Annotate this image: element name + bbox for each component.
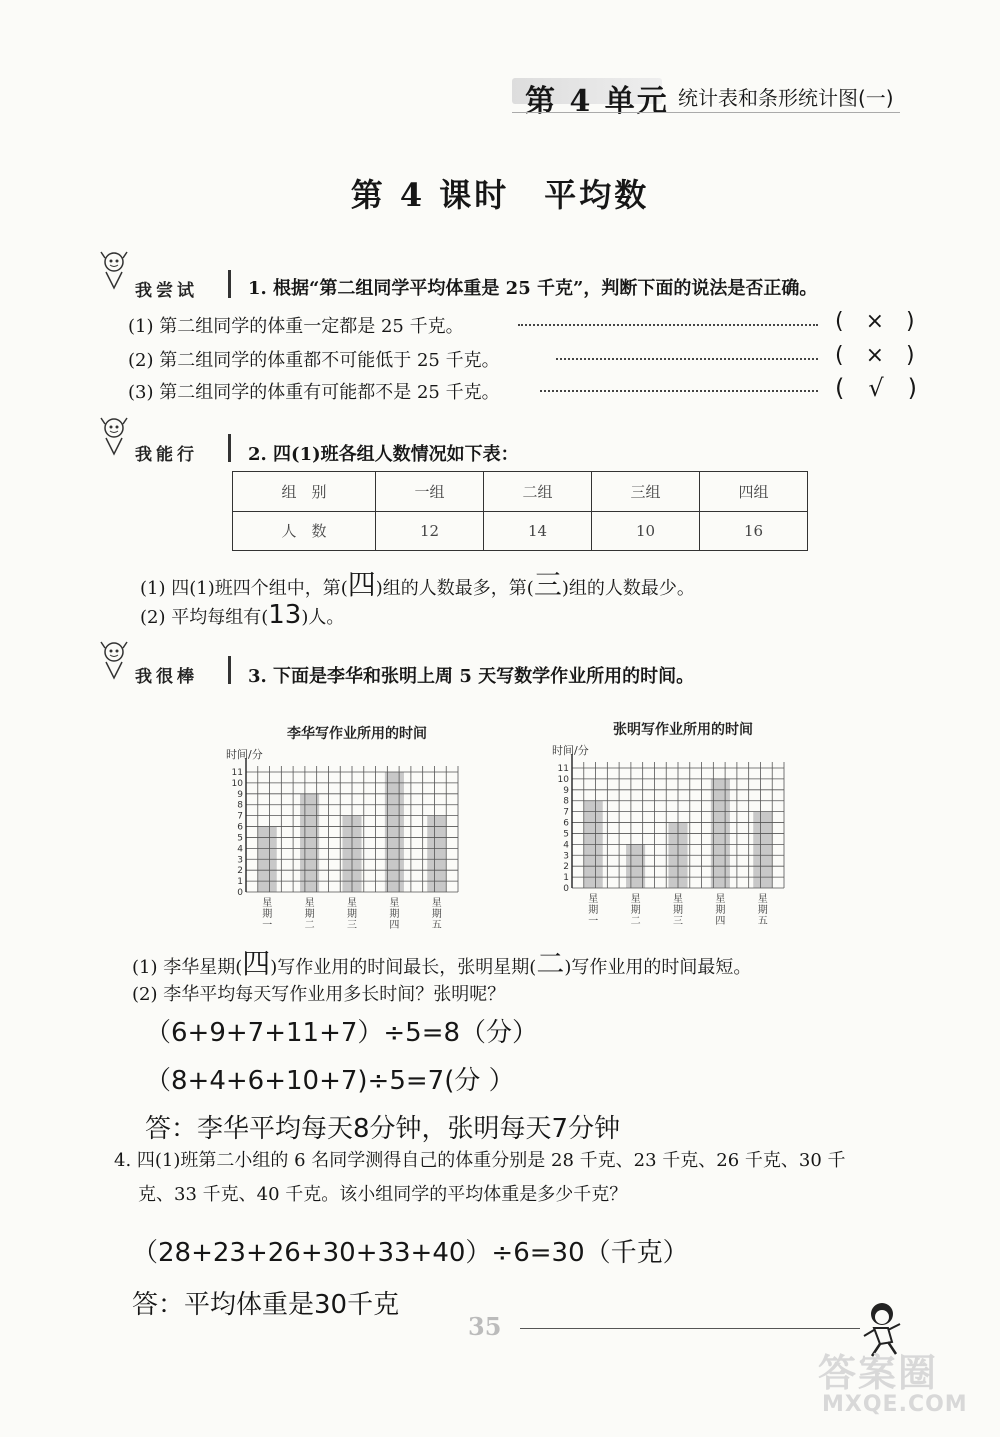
y-tick-label: 1 — [237, 877, 243, 888]
q4-line-2: 克、33 千克、40 千克。该小组同学的平均体重是多少千克？ — [138, 1184, 628, 1205]
badge-can-do: 我能行 — [135, 445, 198, 465]
q2-prompt: 2. 四(1)班各组人数情况如下表： — [248, 444, 519, 465]
text-segment: (2) 平均每组有( — [140, 607, 269, 628]
q1-item-3: (3) 第二组同学的体重有可能都不是 25 千克。 — [128, 382, 500, 403]
chart-zhangming — [548, 716, 798, 928]
q2-sub2 — [140, 600, 344, 630]
q1-prompt: 1. 根据“第二组同学平均体重是 25 千克”，判断下面的说法是否正确。 — [248, 278, 818, 299]
answer-mark: × — [865, 343, 885, 368]
x-tick-label: 期 — [588, 905, 599, 916]
y-tick-label: 7 — [237, 811, 243, 822]
y-tick-label: 4 — [563, 840, 569, 851]
x-tick-label: 四 — [715, 916, 726, 927]
y-tick-label: 8 — [563, 796, 569, 807]
y-axis-label: 时间/分 — [226, 748, 263, 761]
handwritten-answer: 四 — [347, 568, 376, 601]
footer-rule — [520, 1328, 860, 1329]
y-tick-label: 8 — [237, 800, 243, 811]
table-cell: 12 — [376, 511, 484, 551]
q1-answer-1: ( × ) — [835, 309, 915, 334]
x-tick-label: 期 — [673, 905, 683, 916]
y-tick-label: 5 — [237, 833, 243, 844]
leader-dots — [556, 358, 818, 360]
y-tick-label: 11 — [557, 764, 569, 774]
header-rule — [512, 112, 900, 113]
q4-line-1: 4. 四(1)班第二小组的 6 名同学测得自己的体重分别是 28 千克、23 千克、26 千克、30 千 — [114, 1150, 846, 1171]
badge-divider — [228, 434, 231, 462]
q1-answer-2: ( × ) — [835, 343, 915, 368]
x-tick-label: 期 — [304, 909, 315, 920]
y-tick-label: 9 — [237, 789, 243, 800]
chart-lihua — [222, 720, 472, 932]
y-tick-label: 4 — [237, 844, 243, 855]
table-header-label: 组 别 — [233, 472, 376, 512]
x-tick-label: 四 — [389, 920, 400, 931]
text-segment: )人。 — [301, 607, 345, 628]
y-axis-label: 时间/分 — [552, 744, 589, 757]
table-column-header: 二组 — [484, 472, 592, 512]
text-segment: )组的人数最多，第( — [375, 578, 534, 599]
chart-bar — [753, 812, 772, 888]
q3-work-2: （8+4+6+10+7)÷5=7(分 ） — [145, 1066, 515, 1096]
q4-answer: 答：平均体重是30千克 — [132, 1290, 400, 1320]
chart-bar — [427, 816, 446, 892]
leader-dots — [540, 390, 818, 392]
y-tick-label: 2 — [237, 866, 243, 877]
table-cell: 16 — [700, 511, 808, 551]
badge-great: 我很棒 — [135, 667, 198, 687]
x-tick-label: 期 — [757, 905, 768, 916]
text-segment: )写作业用的时间最长，张明星期( — [270, 957, 537, 978]
handwritten-answer: 二 — [536, 947, 565, 980]
y-tick-label: 0 — [237, 888, 243, 898]
chart-title: 张明写作业所用的时间 — [613, 722, 753, 738]
badge-divider — [228, 656, 231, 684]
text-segment: )组的人数最少。 — [561, 578, 695, 599]
x-tick-label: 期 — [630, 905, 641, 916]
mascot-icon — [96, 640, 132, 680]
q3-work-1: （6+9+7+11+7）÷5=8（分） — [145, 1018, 539, 1048]
y-tick-label: 6 — [237, 822, 243, 833]
handwritten-answer: 四 — [242, 947, 271, 980]
badge-divider — [228, 270, 231, 298]
x-tick-label: 期 — [347, 909, 357, 920]
leader-dots — [518, 324, 818, 326]
x-tick-label: 星 — [262, 898, 273, 909]
group-count-table — [232, 471, 808, 551]
y-tick-label: 11 — [231, 768, 243, 778]
y-tick-label: 10 — [231, 778, 243, 789]
badge-try: 我尝试 — [135, 281, 198, 301]
table-row — [233, 472, 808, 512]
x-tick-label: 期 — [431, 909, 442, 920]
chart-title: 李华写作业所用的时间 — [287, 726, 427, 742]
mascot-icon — [96, 416, 132, 456]
x-tick-label: 二 — [630, 916, 641, 927]
unit-subtitle: 统计表和条形统计图(一) — [678, 86, 894, 110]
y-tick-label: 3 — [563, 851, 569, 862]
table-column-header: 四组 — [700, 472, 808, 512]
text-segment: (1) 李华星期( — [132, 957, 243, 978]
watermark-logo: 答案圈 — [818, 1351, 939, 1395]
q1-item-1: (1) 第二组同学的体重一定都是 25 千克。 — [128, 316, 464, 337]
table-row — [233, 511, 808, 551]
q3-sub2: (2) 李华平均每天写作业用多长时间？张明呢？ — [132, 984, 506, 1005]
x-tick-label: 期 — [389, 909, 400, 920]
y-tick-label: 3 — [237, 855, 243, 866]
y-tick-label: 5 — [563, 829, 569, 840]
x-tick-label: 一 — [588, 916, 599, 927]
y-tick-label: 2 — [563, 862, 569, 873]
x-tick-label: 星 — [757, 894, 768, 905]
handwritten-answer: 三 — [533, 568, 562, 601]
unit-title: 第 4 单元 — [525, 84, 669, 119]
y-tick-label: 9 — [563, 785, 569, 796]
x-tick-label: 期 — [715, 905, 726, 916]
text-segment: )写作业用的时间最短。 — [564, 957, 752, 978]
text-segment: (1) 四(1)班四个组中，第( — [140, 578, 348, 599]
x-tick-label: 星 — [347, 898, 357, 909]
y-tick-label: 6 — [563, 818, 569, 829]
y-tick-label: 7 — [563, 807, 569, 818]
q1-answer-3: ( √ ) — [835, 374, 918, 402]
table-column-header: 一组 — [376, 472, 484, 512]
q3-sub1 — [132, 942, 751, 982]
y-tick-label: 0 — [563, 884, 569, 894]
lesson-title: 第 4 课时 平均数 — [350, 176, 650, 214]
y-tick-label: 1 — [563, 873, 569, 884]
x-tick-label: 星 — [715, 894, 726, 905]
x-tick-label: 五 — [757, 916, 768, 927]
x-tick-label: 三 — [347, 920, 357, 931]
x-tick-label: 星 — [588, 894, 599, 905]
x-tick-label: 星 — [304, 898, 315, 909]
page-number: 35 — [468, 1312, 502, 1341]
answer-mark: √ — [868, 374, 884, 402]
q3-answer: 答：李华平均每天8分钟，张明每天7分钟 — [145, 1114, 621, 1144]
q1-item-2: (2) 第二组同学的体重都不可能低于 25 千克。 — [128, 350, 500, 371]
handwritten-answer: 13 — [268, 600, 302, 630]
mascot-icon — [96, 250, 132, 290]
x-tick-label: 五 — [431, 920, 442, 931]
x-tick-label: 二 — [304, 920, 315, 931]
table-column-header: 三组 — [592, 472, 700, 512]
q4-work: （28+23+26+30+33+40）÷6=30（千克） — [132, 1238, 689, 1268]
q2-sub1 — [140, 563, 695, 603]
answer-mark: × — [865, 309, 885, 334]
x-tick-label: 期 — [262, 909, 273, 920]
x-tick-label: 星 — [630, 894, 641, 905]
x-tick-label: 星 — [389, 898, 400, 909]
x-tick-label: 星 — [431, 898, 442, 909]
watermark-url: MXQE.COM — [822, 1392, 968, 1417]
x-tick-label: 星 — [673, 894, 683, 905]
x-tick-label: 一 — [262, 920, 273, 931]
q3-prompt: 3. 下面是李华和张明上周 5 天写数学作业所用的时间。 — [248, 666, 695, 687]
y-tick-label: 10 — [557, 774, 569, 785]
table-cell: 14 — [484, 511, 592, 551]
table-cell: 10 — [592, 511, 700, 551]
table-row-label: 人 数 — [233, 511, 376, 551]
x-tick-label: 三 — [673, 916, 683, 927]
